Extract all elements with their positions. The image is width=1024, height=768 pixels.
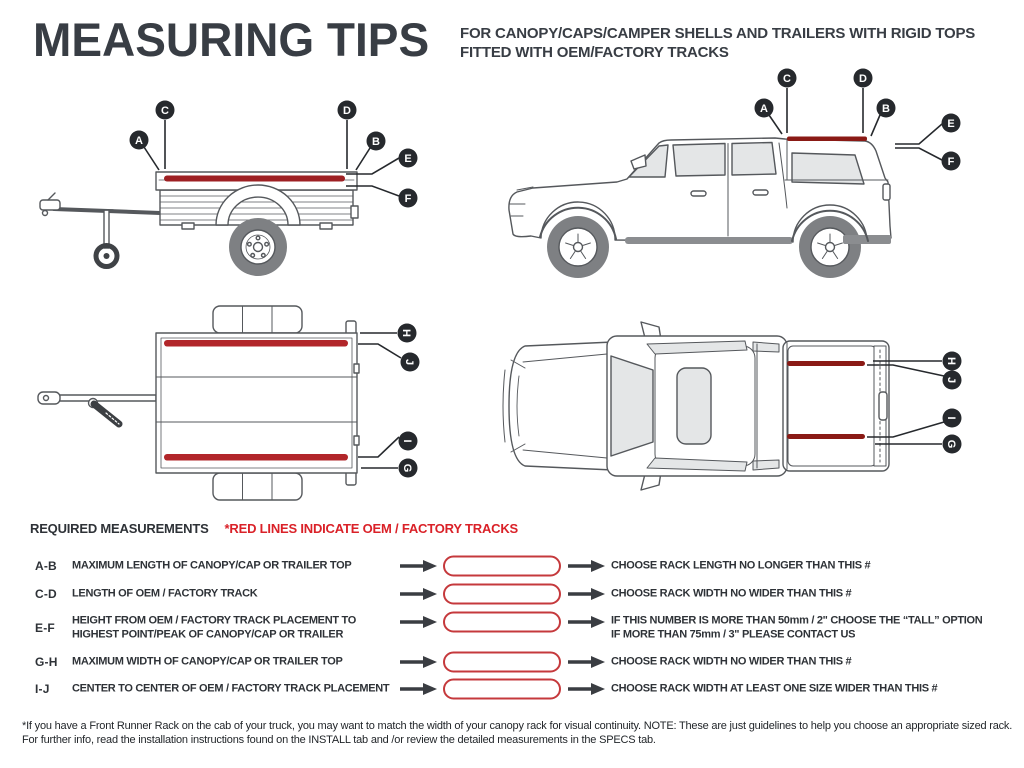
trailer-top-markers [358,324,420,478]
truck-side-view-diagram [495,58,1010,303]
measurement-guidance [611,615,1016,642]
measurement-guidance [611,655,1016,669]
red-lines-note: *RED LINES INDICATE OEM / FACTORY TRACKS [224,521,518,536]
measurement-key: G-H [35,655,58,669]
marker-h [398,324,417,343]
measurement-row-ab [0,555,1024,577]
arrow-right-icon [566,560,606,573]
svg-text:H: H [945,357,957,365]
oem-track-red-line [787,434,865,439]
trailer-top-view-diagram [20,300,440,510]
subtitle-line-2: FITTED WITH OEM/FACTORY TRACKS [460,44,729,61]
measurement-guidance [611,587,1016,601]
svg-text:B: B [372,136,380,148]
arrow-right-icon [566,683,606,696]
svg-text:E: E [404,153,412,165]
measurement-row-ef [0,611,1024,645]
measurement-row-ij [0,678,1024,700]
measurement-input-cd[interactable] [443,584,561,605]
marker-b [367,132,386,151]
measurement-key: I-J [35,682,50,696]
marker-b [877,99,896,118]
svg-text:A: A [760,103,768,115]
measurement-guidance [611,559,1016,573]
marker-f [399,189,418,208]
arrow-right-icon [398,683,438,696]
svg-text:H: H [400,329,412,337]
guidance-line: CHOOSE RACK WIDTH NO WIDER THAN THIS # [611,655,852,668]
svg-text:C: C [783,73,791,85]
svg-text:J: J [945,376,957,384]
measurement-description [72,655,396,669]
guidance-line: IF THIS NUMBER IS MORE THAN 50mm / 2" CHOOSE THE “TALL” OPTION [611,614,983,627]
svg-text:I: I [945,416,957,420]
measurement-description [72,615,396,642]
marker-f [942,152,961,171]
measurement-description [72,559,396,573]
svg-text:J: J [403,358,415,366]
marker-c [156,101,175,120]
arrow-right-icon [398,656,438,669]
measurement-row-cd [0,583,1024,605]
oem-track-red-line [787,361,865,366]
oem-track-red-line [164,454,348,461]
svg-text:G: G [401,463,413,473]
marker-j [943,371,962,390]
page-subtitle [460,24,975,62]
required-measurements-heading [30,521,518,536]
arrow-right-icon [398,560,438,573]
measurement-guidance [611,682,1016,696]
footnote: *If you have a Front Runner Rack on the cab of your truck, you may want to match the width of your canopy rack for visual continuity. NOTE: These are just guidelines to help you choose an appropriate sized rack. For further info, read the installation instructions found on the INSTALL tab and /or review the detailed measurements in the SPECS tab. [22,720,1013,746]
truck-top-view-diagram [495,310,1010,510]
svg-text:E: E [947,118,955,130]
marker-i [943,409,962,428]
arrow-right-icon [398,588,438,601]
svg-text:B: B [882,103,890,115]
arrow-right-icon [566,656,606,669]
oem-track-red-line [164,340,348,347]
marker-a [755,99,774,118]
measurement-row-gh [0,651,1024,673]
marker-h [943,352,962,371]
svg-text:F: F [947,156,955,168]
measurement-input-ij[interactable] [443,679,561,700]
measurement-input-ab[interactable] [443,556,561,577]
guidance-line-2: IF MORE THAN 75mm / 3" PLEASE CONTACT US [611,628,856,640]
required-measurements-label: REQUIRED MEASUREMENTS [30,521,209,536]
guidance-line: CHOOSE RACK WIDTH AT LEAST ONE SIZE WIDER THAN THIS # [611,682,938,695]
measurement-key: A-B [35,559,57,573]
description-line: HEIGHT FROM OEM / FACTORY TRACK PLACEMENT TO [72,614,357,627]
oem-track-red-line [787,137,867,142]
marker-d [854,69,873,88]
trailer-side-view-diagram [20,90,440,300]
svg-text:I: I [401,439,413,443]
measurement-input-gh[interactable] [443,652,561,673]
marker-i [399,432,418,451]
svg-text:G: G [945,439,957,449]
arrow-right-icon [566,616,606,629]
svg-text:F: F [404,193,412,205]
measurement-key: C-D [35,587,57,601]
description-line: LENGTH OF OEM / FACTORY TRACK [72,587,258,600]
guidance-line: CHOOSE RACK LENGTH NO LONGER THAN THIS # [611,559,871,572]
svg-text:D: D [859,73,867,85]
marker-g [943,435,962,454]
description-line-2: HIGHEST POINT/PEAK OF CANOPY/CAP OR TRAILER [72,628,344,640]
measurement-input-ef[interactable] [443,612,561,633]
svg-text:D: D [343,105,351,117]
marker-j [401,353,420,372]
arrow-right-icon [398,616,438,629]
marker-g [399,459,418,478]
measurement-key: E-F [35,621,55,635]
measurement-description [72,682,396,696]
oem-track-red-line [164,176,345,182]
arrow-right-icon [566,588,606,601]
marker-e [942,114,961,133]
description-line: MAXIMUM WIDTH OF CANOPY/CAP OR TRAILER TOP [72,655,343,668]
description-line: MAXIMUM LENGTH OF CANOPY/CAP OR TRAILER TOP [72,559,352,572]
marker-d [338,101,357,120]
subtitle-line-1: FOR CANOPY/CAPS/CAMPER SHELLS AND TRAILERS WITH RIGID TOPS [460,25,976,42]
svg-text:A: A [135,135,143,147]
marker-e [399,149,418,168]
marker-a [130,131,149,150]
guidance-line: CHOOSE RACK WIDTH NO WIDER THAN THIS # [611,587,852,600]
svg-text:C: C [161,105,169,117]
measurement-description [72,587,396,601]
marker-c [778,69,797,88]
description-line: CENTER TO CENTER OF OEM / FACTORY TRACK PLACEMENT [72,682,390,695]
page-title: MEASURING TIPS [33,13,430,67]
